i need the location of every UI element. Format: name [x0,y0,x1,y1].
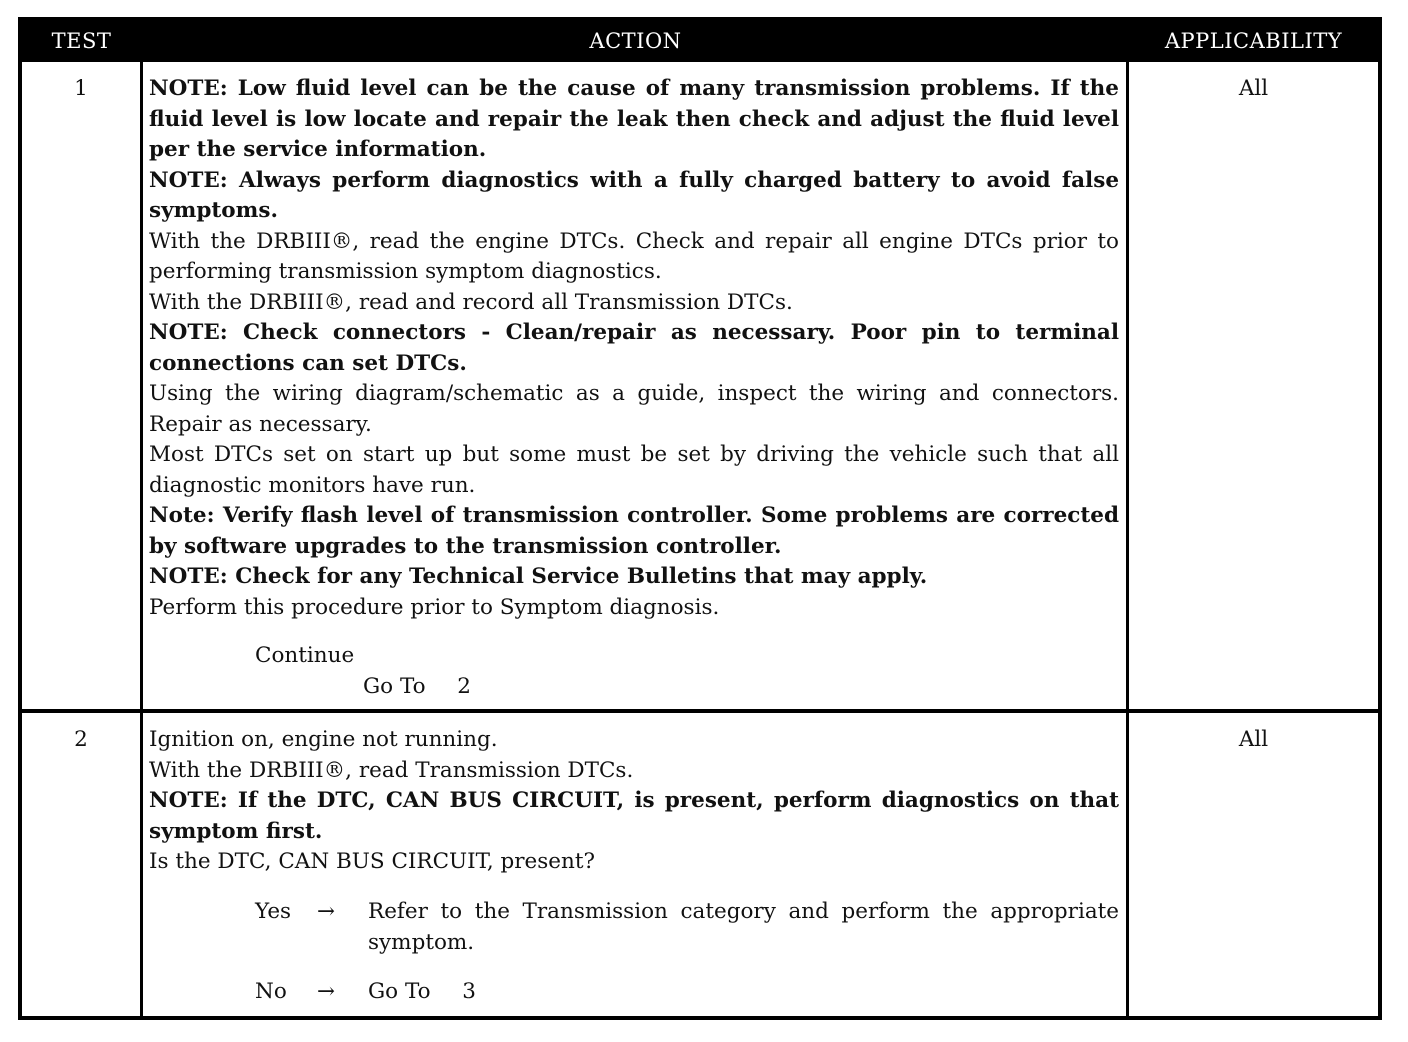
goto-target: 3 [462,979,476,1004]
instruction-wiring: Using the wiring diagram/schematic as a guide, inspect the wiring and connectors. Repair as necessary. [149,381,1119,437]
goto-text: Go To [368,979,431,1004]
question-can-bus: Is the DTC, CAN BUS CIRCUIT, present? [149,849,596,874]
yes-option-text: Refer to the Transmission category and perform the appropriate symptom. [368,899,1119,955]
note-connectors: NOTE: Check connectors - Clean/repair as necessary. Poor pin to terminal connections can set DTCs. [149,320,1119,376]
instruction-record-dtcs: With the DRBIII®, read and record all Transmission DTCs. [149,289,793,315]
action-text [149,725,1119,878]
yes-option-label: Yes [255,899,292,924]
continue-label: Continue [255,643,355,668]
no-goto-link[interactable] [368,977,476,1008]
instruction-read-dtcs: With the DRBIII®, read Transmission DTCs. [149,757,634,783]
instruction-dtc-monitors: Most DTCs set on start up but some must be set by driving the vehicle such that all diagnostic monitors have run. [149,442,1119,498]
column-divider [140,62,143,1016]
header-applicability: APPLICABILITY [1164,29,1343,53]
instruction-perform-procedure: Perform this procedure prior to Symptom diagnosis. [149,594,720,620]
column-divider [1126,62,1129,1016]
test-number: 1 [74,76,88,101]
header-test: TEST [51,29,112,53]
no-arrow-icon: → [317,979,336,1004]
note-can-bus: NOTE: If the DTC, CAN BUS CIRCUIT, is present, perform diagnostics on that symptom first. [149,788,1119,844]
header-action: ACTION [589,29,682,53]
yes-arrow-icon: → [317,899,336,924]
goto-step-link[interactable] [363,672,471,703]
diagnostic-table [18,17,1382,1020]
instruction-engine-dtcs: With the DRBIII®, read the engine DTCs. Check and repair all engine DTCs prior to performing transmission symptom diagnostics. [149,228,1119,284]
applicability-value: All [1238,727,1269,752]
action-text [149,74,1119,623]
table-header [22,21,1378,62]
test-number: 2 [74,727,88,752]
note-flash-level: Note: Verify flash level of transmission controller. Some problems are corrected by software upgrades to the transmission controller. [149,503,1119,559]
goto-text: Go To [363,674,426,699]
no-option-label: No [255,979,287,1004]
goto-target: 2 [457,674,471,699]
note-battery: NOTE: Always perform diagnostics with a fully charged battery to avoid false symptoms. [149,167,1119,223]
note-fluid-level: NOTE: Low fluid level can be the cause of many transmission problems. If the fluid level is low locate and repair the leak then check and adjust the fluid level per the service information. [149,76,1119,162]
note-tsb: NOTE: Check for any Technical Service Bulletins that may apply. [149,564,928,589]
row-divider [22,709,1378,713]
applicability-value: All [1238,76,1269,101]
instruction-ignition: Ignition on, engine not running. [149,727,498,752]
